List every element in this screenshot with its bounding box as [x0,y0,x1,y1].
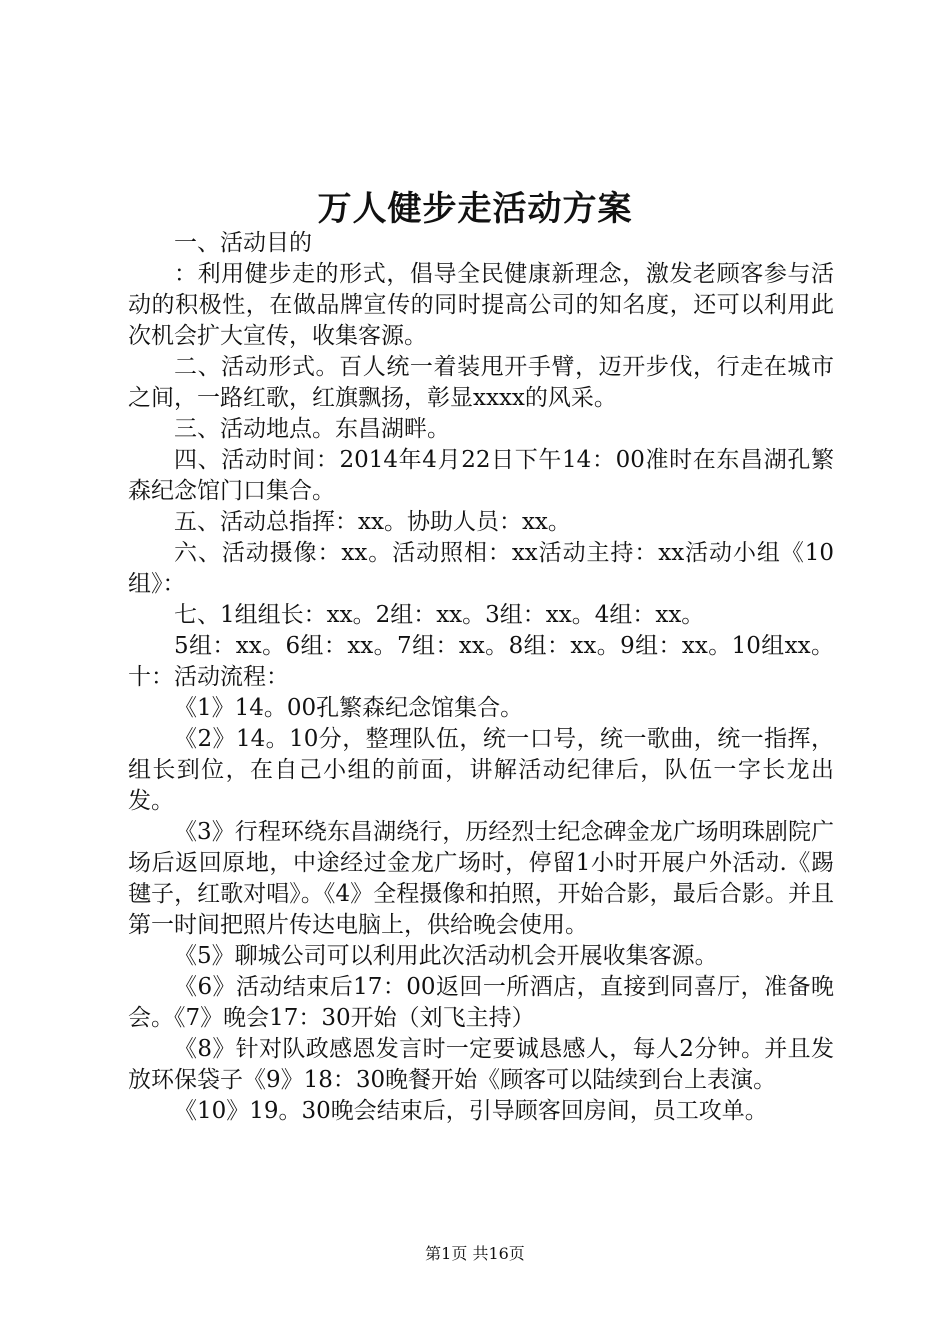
document-body [128,228,834,1127]
paragraph-step-5: 《5》聊城公司可以利用此次活动机会开展收集客源。 [174,943,718,969]
paragraph-step-10: 《10》19。30晚会结束后，引导顾客回房间，员工攻单。 [174,1098,768,1124]
paragraph-groups-2: 5组：xx。6组：xx。7组：xx。8组：xx。9组：xx。10组xx。十：活动流程： [128,633,834,690]
paragraph-step-6: 《6》活动结束后17：00返回一所酒店，直接到同喜厅，准备晚会。《7》晚会17：30开始（刘飞主持） [128,974,834,1031]
paragraph-commander: 五、活动总指挥：xx。协助人员：xx。 [174,509,571,535]
document-title: 万人健步走活动方案 [317,189,633,229]
page-number: 第1页 共16页 [425,1244,525,1263]
paragraph-step-8: 《8》针对队政感恩发言时一定要诚恳感人，每人2分钟。并且发放环保袋子《9》18：30晚餐开始《顾客可以陆续到台上表演。 [128,1036,834,1093]
paragraph-step-2: 《2》14。10分，整理队伍，统一口号，统一歌曲，统一指挥，组长到位，在自己小组的前面，讲解活动纪律后，队伍一字长龙出发。 [128,726,834,814]
paragraph-format: 二、活动形式。百人统一着装甩开手臂，迈开步伐，行走在城市之间，一路红歌，红旗飘扬，彰显xxxx的风采。 [128,354,834,411]
paragraph-time: 四、活动时间：2014年4月22日下午14：00准时在东昌湖孔繁森纪念馆门口集合。 [128,447,834,504]
paragraph-groups-1: 七、1组组长：xx。2组：xx。3组：xx。4组：xx。 [174,602,705,628]
paragraph-purpose: ：利用健步走的形式，倡导全民健康新理念，激发老顾客参与活动的积极性，在做品牌宣传的同时提高公司的知名度，还可以利用此次机会扩大宣传，收集客源。 [128,261,834,349]
paragraph-step-3: 《3》行程环绕东昌湖绕行，历经烈士纪念碑金龙广场明珠剧院广场后返回原地，中途经过金龙广场时，停留1小时开展户外活动.《踢毽子，红歌对唱》。《4》全程摄像和拍照，开始合影，最后合影。并且第一时间把照片传达电脑上，供给晚会使用。 [128,819,834,938]
paragraph-location: 三、活动地点。东昌湖畔。 [174,416,450,442]
paragraph-step-1: 《1》14。00孔繁森纪念馆集合。 [174,695,524,721]
paragraph-camera: 六、活动摄像：xx。活动照相：xx活动主持：xx活动小组《10组》： [128,540,834,597]
paragraph-purpose-heading: 一、活动目的 [174,230,312,256]
